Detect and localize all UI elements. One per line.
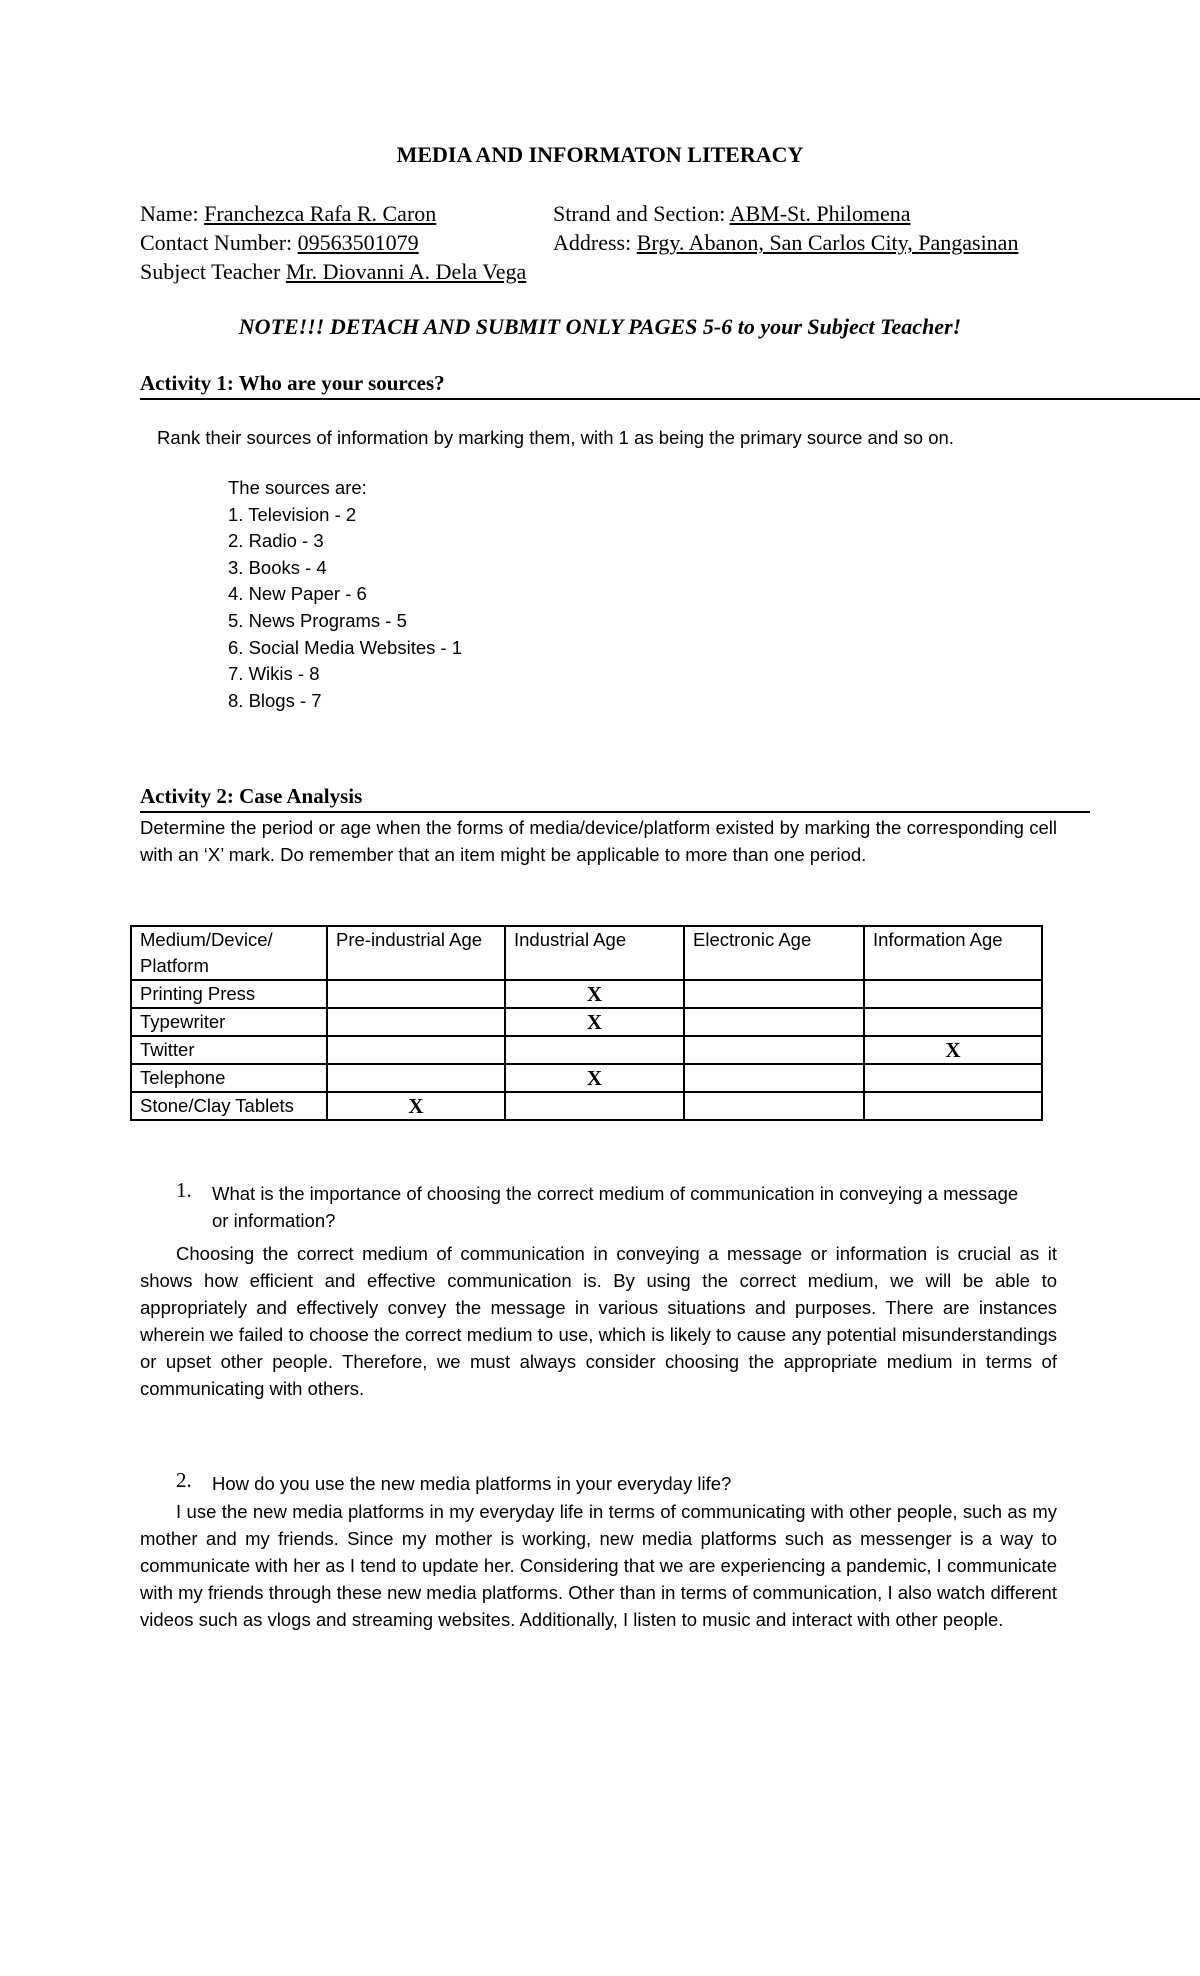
- question1-text: What is the importance of choosing the correct medium of communication in conveying a message or information?: [212, 1183, 1019, 1231]
- sources-list: [228, 475, 462, 714]
- list-item: 2. Radio - 3: [228, 530, 324, 552]
- table-cell: Telephone: [131, 1064, 327, 1092]
- question2-answer: I use the new media platforms in my everyday life in terms of communicating with other people, such as my mother and my friends. Since my mother is working, new media platforms such as messenger is a way to communicate with her as I tend to update her. Considering that we are experiencing a pandemic, I communicate with my friends through these new media platforms. Other than in terms of communication, I also watch different videos such as vlogs and streaming websites. Additionally, I listen to music and interact with other people.: [140, 1501, 1057, 1630]
- table-cell: [864, 1064, 1042, 1092]
- table-cell: X: [505, 1008, 684, 1036]
- list-item: 4. New Paper - 6: [228, 583, 367, 605]
- table-cell: [864, 980, 1042, 1008]
- name-value: Franchezca Rafa R. Caron: [204, 201, 437, 226]
- activity2-heading: Activity 2: Case Analysis: [140, 784, 363, 808]
- table-row: [131, 980, 1042, 1008]
- table-cell: X: [327, 1092, 505, 1120]
- table-cell: Printing Press: [131, 980, 327, 1008]
- table-cell: X: [505, 1064, 684, 1092]
- teacher-value: Mr. Diovanni A. Dela Vega: [285, 259, 527, 284]
- header-cell: Electronic Age: [684, 926, 864, 980]
- list-item: 5. News Programs - 5: [228, 609, 407, 631]
- activity1-instruction: Rank their sources of information by marking them, with 1 as being the primary source and so on.: [157, 427, 954, 448]
- activity2-instruction: Determine the period or age when the forms of media/device/platform existed by marking the corresponding cell with an ‘X’ mark. Do remember that an item might be applicable to more than one period.: [140, 817, 1057, 865]
- question2-number: 2.: [176, 1468, 192, 1492]
- list-item: 6. Social Media Websites - 1: [228, 636, 463, 658]
- table-cell: X: [864, 1036, 1042, 1064]
- teacher-line: [140, 257, 526, 286]
- table-cell: [327, 1008, 505, 1036]
- contact-line: [140, 228, 419, 257]
- table-cell: Typewriter: [131, 1008, 327, 1036]
- table-row: [131, 1036, 1042, 1064]
- header-cell: Industrial Age: [505, 926, 684, 980]
- contact-label: Contact Number:: [140, 230, 298, 255]
- table-cell: [864, 1092, 1042, 1120]
- list-item: 8. Blogs - 7: [228, 689, 322, 711]
- question1-answer: Choosing the correct medium of communication in conveying a message or information is crucial as it shows how efficient and effective communication is. By using the correct medium, we will be able to appropriately and effectively convey the message in various situations and purposes. There are instances wherein we failed to choose the correct medium to use, which is likely to cause any potential misunderstandings or upset other people. Therefore, we must always consider choosing the appropriate medium in terms of communicating with others.: [140, 1243, 1057, 1399]
- age-table: [130, 925, 1043, 1121]
- table-cell: [684, 1036, 864, 1064]
- table-cell: Twitter: [131, 1036, 327, 1064]
- strand-label: Strand and Section:: [553, 201, 730, 226]
- table-cell: [684, 1008, 864, 1036]
- sources-intro: The sources are:: [228, 477, 367, 498]
- list-item: 3. Books - 4: [228, 556, 327, 578]
- table-cell: [684, 1064, 864, 1092]
- table-row: [131, 1064, 1042, 1092]
- table-cell: [327, 980, 505, 1008]
- strand-value: ABM-St. Philomena: [729, 201, 911, 226]
- list-item: 1. Television - 2: [228, 503, 357, 525]
- strand-line: [553, 199, 911, 228]
- question2-text: How do you use the new media platforms in your everyday life?: [212, 1473, 732, 1494]
- header-cell: Information Age: [864, 926, 1042, 980]
- page-title: MEDIA AND INFORMATON LITERACY: [396, 142, 804, 167]
- submission-note: NOTE!!! DETACH AND SUBMIT ONLY PAGES 5-6 to your Subject Teacher!: [238, 314, 962, 339]
- name-line: [140, 199, 436, 228]
- address-value: Brgy. Abanon, San Carlos City, Pangasinan: [636, 230, 1019, 255]
- contact-value: 09563501079: [297, 230, 419, 255]
- table-cell: [684, 980, 864, 1008]
- table-cell: [327, 1036, 505, 1064]
- list-item: 7. Wikis - 8: [228, 663, 320, 685]
- name-label: Name:: [140, 201, 205, 226]
- table-cell: [684, 1092, 864, 1120]
- table-cell: [327, 1064, 505, 1092]
- table-row: [131, 1008, 1042, 1036]
- table-cell: [505, 1036, 684, 1064]
- table-cell: [505, 1092, 684, 1120]
- table-cell: [864, 1008, 1042, 1036]
- teacher-label: Subject Teacher: [140, 259, 286, 284]
- table-cell: Stone/Clay Tablets: [131, 1092, 327, 1120]
- activity1-heading: Activity 1: Who are your sources?: [140, 371, 445, 395]
- address-label: Address:: [553, 230, 637, 255]
- table-row: [131, 1092, 1042, 1120]
- table-header-row: [131, 926, 1042, 980]
- table-cell: X: [505, 980, 684, 1008]
- header-cell: Medium/Device/ Platform: [131, 926, 327, 980]
- header-cell: Pre-industrial Age: [327, 926, 505, 980]
- activity2-rule: [140, 811, 1090, 813]
- activity1-rule: [140, 398, 1200, 400]
- question1-number: 1.: [176, 1178, 192, 1202]
- address-line: [553, 228, 1018, 257]
